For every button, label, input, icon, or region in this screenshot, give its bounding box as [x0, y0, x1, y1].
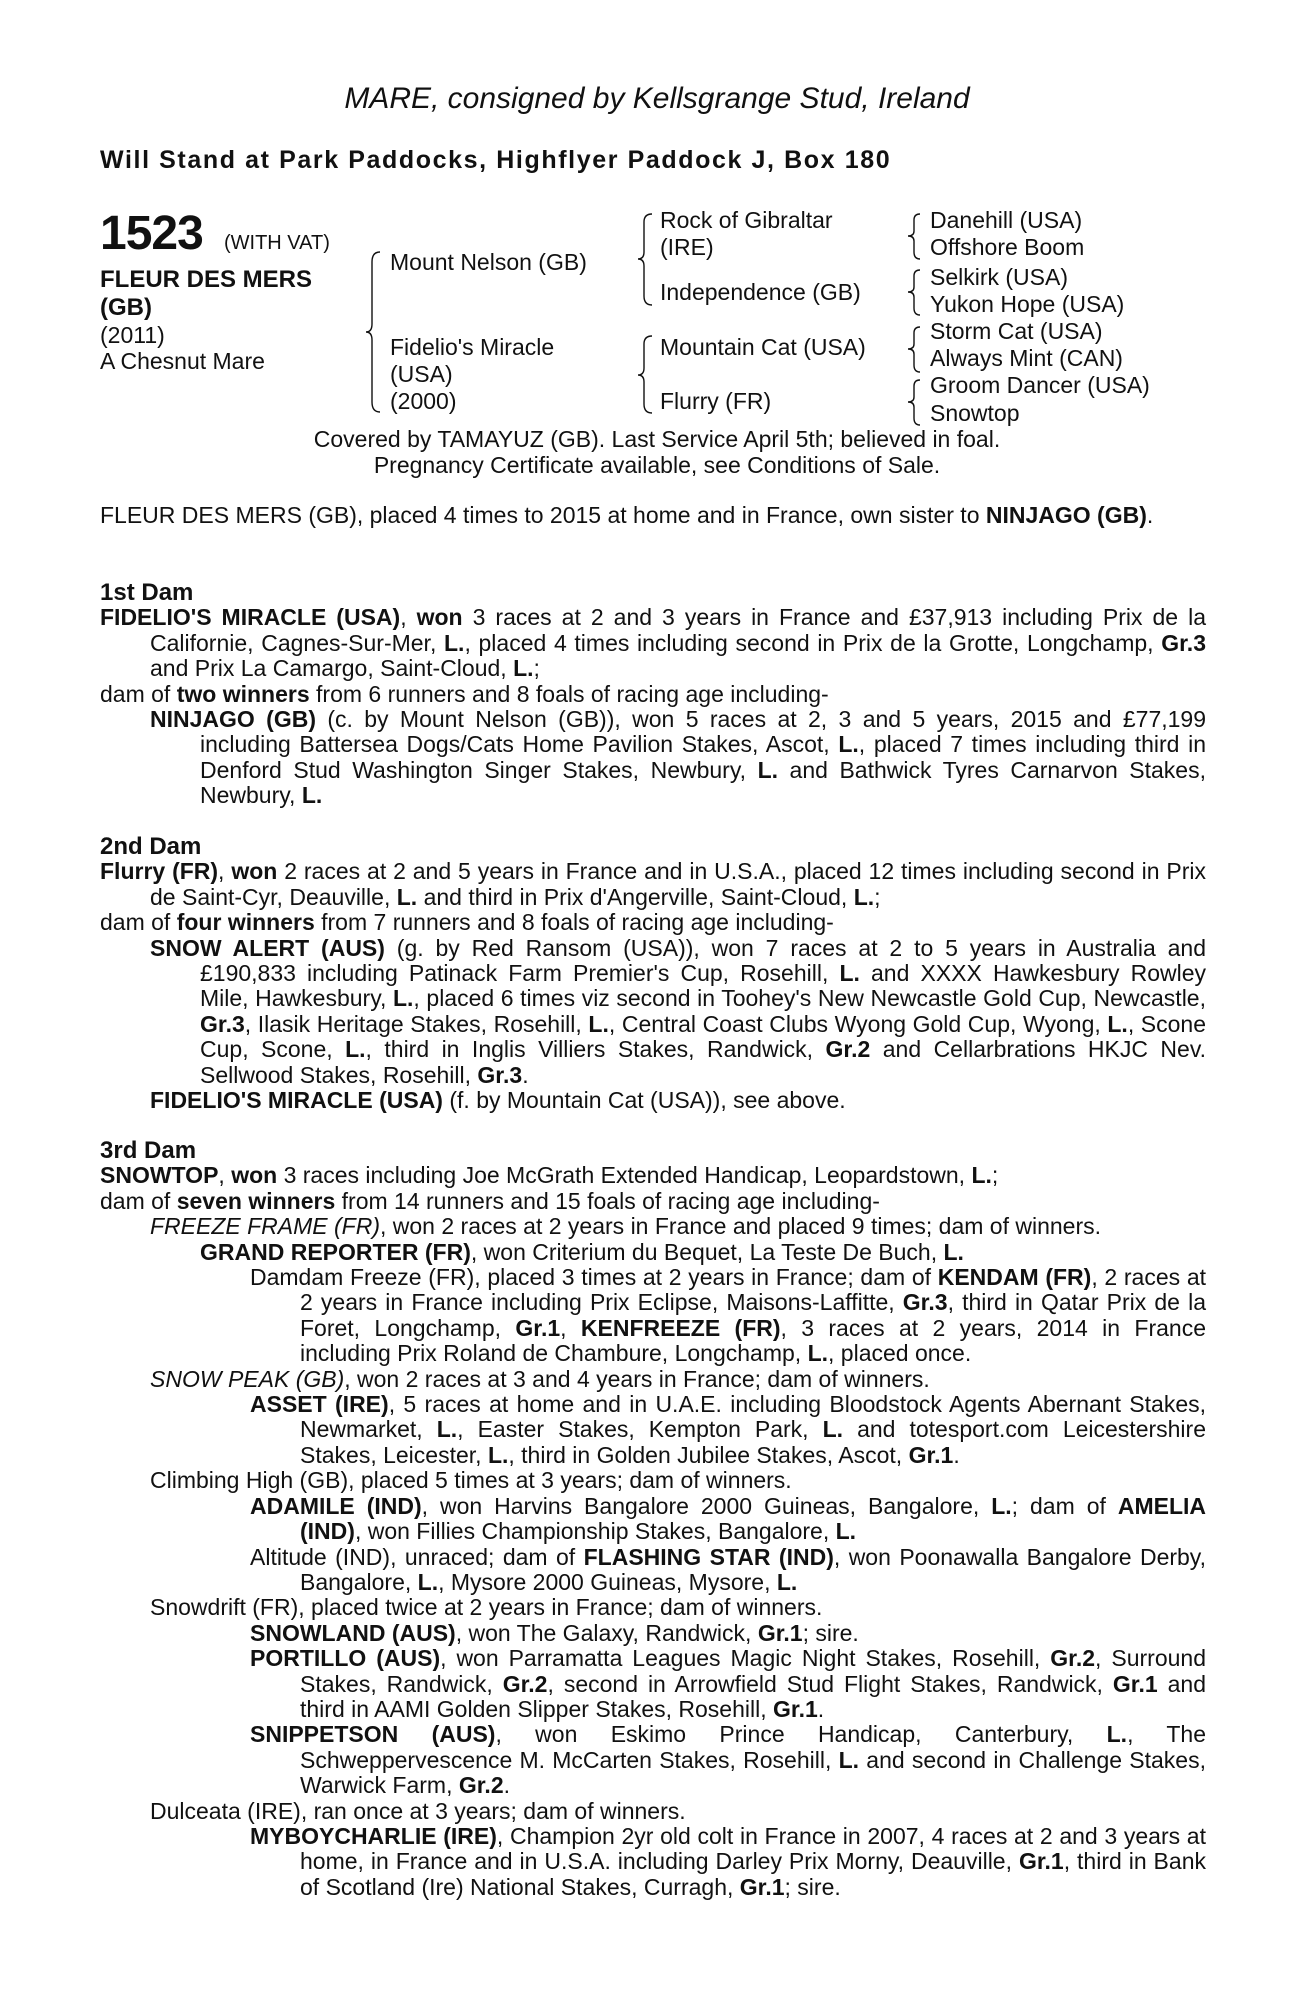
produce-climbing-high: Climbing High (GB), placed 5 times at 3 years; dam of winners.: [150, 1467, 792, 1494]
pedigree-sire: Mount Nelson (GB): [390, 249, 587, 275]
produce-adamile: ADAMILE (IND), won Harvins Bangalore 2000 Guineas, Bangalore, L.; dam of AMELIA (IND), won Fillies Championship Stakes, Bangalore, L.: [250, 1492, 1206, 1545]
pedigree-sire-dam: Independence (GB): [660, 279, 861, 305]
produce-snow-peak: SNOW PEAK (GB), won 2 races at 3 and 4 years in France; dam of winners.: [150, 1365, 930, 1392]
covered-line: Covered by TAMAYUZ (GB). Last Service April 5th; believed in foal.: [313, 426, 1001, 452]
produce-freeze-frame: FREEZE FRAME (FR), won 2 races at 2 years in France and placed 9 times; dam of winners.: [150, 1213, 1102, 1240]
pedigree-brace-ss: [906, 212, 922, 262]
pedigree-brace-ds: [906, 325, 922, 375]
foaling-year: (2011): [100, 322, 165, 348]
second-dam-produce-snow-alert: SNOW ALERT (AUS) (g. by Red Ransom (USA)), won 7 races at 2 to 5 years in Australia and £190,833 including Patinack Farm Premier's Cup, Rosehill, L. and XXXX Hawkesbury Rowley Mile, Hawkesbury, L., placed 6 times viz second in Toohey's New Newcastle Gold Cup, Newcastle, Gr.3, Ilasik Heritage Stakes, Rosehill, L., Central Coast Clubs Wyong Gold Cup, Wyong, L., Scone Cup, Scone, L., third in Inglis Villiers Stakes, Randwick, Gr.2 and Cellarbrations HKJC Nev. Sellwood Stakes, Rosehill, Gr.3.: [150, 934, 1207, 1088]
third-dam-section: [100, 1138, 1206, 1900]
pedigree-brace-dam: [636, 334, 656, 416]
produce-grand-reporter: GRAND REPORTER (FR), won Criterium du Bequet, La Teste De Buch, L.: [200, 1238, 964, 1265]
pedigree-gg-8: Snowtop: [930, 400, 1020, 426]
pedigree-gg-4: Yukon Hope (USA): [930, 291, 1125, 317]
pedigree-sire-sire: Rock of Gibraltar: [660, 207, 833, 233]
pedigree-gg-3: Selkirk (USA): [930, 264, 1069, 290]
pedigree-gg-5: Storm Cat (USA): [930, 318, 1103, 344]
produce-dulceata: Dulceata (IRE), ran once at 3 years; dam of winners.: [150, 1797, 686, 1824]
stand-location: Will Stand at Park Paddocks, Highflyer Paddock J, Box 180: [100, 146, 892, 174]
produce-snippetson: SNIPPETSON (AUS), won Eskimo Prince Handicap, Canterbury, L., The Schweppervescence M. McCarten Stakes, Rosehill, L. and second in Challenge Stakes, Warwick Farm, Gr.2.: [250, 1721, 1207, 1799]
produce-snowland: SNOWLAND (AUS), won The Galaxy, Randwick, Gr.1; sire.: [250, 1619, 859, 1646]
second-dam-record: Flurry (FR), won 2 races at 2 and 5 years in France and in U.S.A., placed 12 times including second in Prix de Saint-Cyr, Deauville, L. and third in Prix d'Angerville, Saint-Cloud, L.;: [100, 858, 1206, 910]
produce-altitude: Altitude (IND), unraced; dam of FLASHING STAR (IND), won Poonawalla Bangalore Derby, Bangalore, L., Mysore 2000 Guineas, Mysore, L.: [250, 1543, 1206, 1595]
pedigree-gg-2: Offshore Boom: [930, 234, 1085, 260]
pregnancy-certificate-line: Pregnancy Certificate available, see Conditions of Sale.: [373, 452, 941, 478]
pedigree-dam-country: (USA): [390, 361, 453, 387]
produce-asset: ASSET (IRE), 5 races at home and in U.A.E. including Bloodstock Agents Abernant Stakes, Newmarket, L., Easter Stakes, Kempton Park, L. and totesport.com Leicestershire Stakes, Leicester, L., third in Golden Jubilee Stakes, Ascot, Gr.1.: [250, 1391, 1206, 1468]
lot-number: 1523: [100, 207, 203, 260]
pedigree-brace-dd: [906, 378, 922, 428]
second-dam-heading: 2nd Dam: [100, 833, 202, 860]
page-title: MARE, consigned by Kellsgrange Stud, Ireland: [344, 82, 970, 115]
pedigree-brace-main: [364, 250, 384, 415]
horse-country: (GB): [100, 294, 152, 321]
vat-label: (WITH VAT): [224, 232, 330, 254]
second-dam-section: [100, 834, 1206, 1113]
produce-myboycharlie: MYBOYCHARLIE (IRE), Champion 2yr old colt in France in 2007, 4 races at 2 and 3 years at home, in France and in U.S.A. including Darley Prix Morny, Deauville, Gr.1, third in Bank of Scotland (Ire) National Stakes, Curragh, Gr.1; sire.: [250, 1822, 1206, 1900]
pedigree-gg-6: Always Mint (CAN): [930, 345, 1123, 371]
pedigree-gg-7: Groom Dancer (USA): [930, 372, 1150, 398]
pedigree-dam-year: (2000): [390, 388, 457, 414]
first-dam-heading: 1st Dam: [100, 579, 194, 606]
second-dam-produce-summary: dam of four winners from 7 runners and 8 foals of racing age including-: [100, 909, 834, 936]
pedigree-sire-sire-country: (IRE): [660, 234, 714, 260]
intro-paragraph: FLEUR DES MERS (GB), placed 4 times to 2015 at home and in France, own sister to NINJAGO (GB).: [100, 502, 1154, 528]
first-dam-section: [100, 580, 1206, 809]
pedigree-brace-sire: [636, 212, 656, 308]
pedigree-dam-sire: Mountain Cat (USA): [660, 334, 866, 360]
third-dam-heading: 3rd Dam: [100, 1137, 197, 1164]
first-dam-produce-ninjago: NINJAGO (GB) (c. by Mount Nelson (GB)), won 5 races at 2, 3 and 5 years, 2015 and £77,199 including Battersea Dogs/Cats Home Pavilion Stakes, Ascot, L., placed 7 times including third in Denford Stud Washington Singer Stakes, Newbury, L. and Bathwick Tyres Carnarvon Stakes, Newbury, L.: [150, 706, 1207, 809]
produce-damdam-freeze: Damdam Freeze (FR), placed 3 times at 2 years in France; dam of KENDAM (FR), 2 races at 2 years in France including Prix Eclipse, Maisons-Laffitte, Gr.3, third in Qatar Prix de la Foret, Longchamp, Gr.1, KENFREEZE (FR), 3 races at 2 years, 2014 in France including Prix Roland de Chambure, Longchamp, L., placed once.: [250, 1264, 1206, 1367]
third-dam-produce-summary: dam of seven winners from 14 runners and 15 foals of racing age including-: [100, 1187, 880, 1214]
intro-sibling-name: NINJAGO (GB): [985, 502, 1147, 528]
pedigree-dam: Fidelio's Miracle: [390, 334, 555, 360]
pedigree-gg-1: Danehill (USA): [930, 207, 1083, 233]
third-dam-record: SNOWTOP, won 3 races including Joe McGrath Extended Handicap, Leopardstown, L.;: [100, 1162, 999, 1189]
horse-description: A Chesnut Mare: [100, 348, 265, 374]
pedigree-dam-dam: Flurry (FR): [660, 388, 772, 414]
second-dam-produce-fidelios-miracle: FIDELIO'S MIRACLE (USA) (f. by Mountain Cat (USA)), see above.: [150, 1087, 846, 1114]
produce-snowdrift: Snowdrift (FR), placed twice at 2 years in France; dam of winners.: [150, 1594, 823, 1621]
pedigree-brace-sd: [906, 268, 922, 318]
produce-portillo: PORTILLO (AUS), won Parramatta Leagues Magic Night Stakes, Rosehill, Gr.2, Surround Stakes, Randwick, Gr.2, second in Arrowfield Stud Flight Stakes, Randwick, Gr.1 and third in AAMI Golden Slipper Stakes, Rosehill, Gr.1.: [250, 1645, 1207, 1722]
first-dam-record: FIDELIO'S MIRACLE (USA), won 3 races at 2 and 3 years in France and £37,913 including Prix de la Californie, Cagnes-Sur-Mer, L., placed 4 times including second in Prix de la Grotte, Longchamp, Gr.3 and Prix La Camargo, Saint-Cloud, L.;: [100, 604, 1207, 682]
horse-name: FLEUR DES MERS: [100, 266, 313, 293]
first-dam-produce-summary: dam of two winners from 6 runners and 8 foals of racing age including-: [100, 680, 829, 707]
